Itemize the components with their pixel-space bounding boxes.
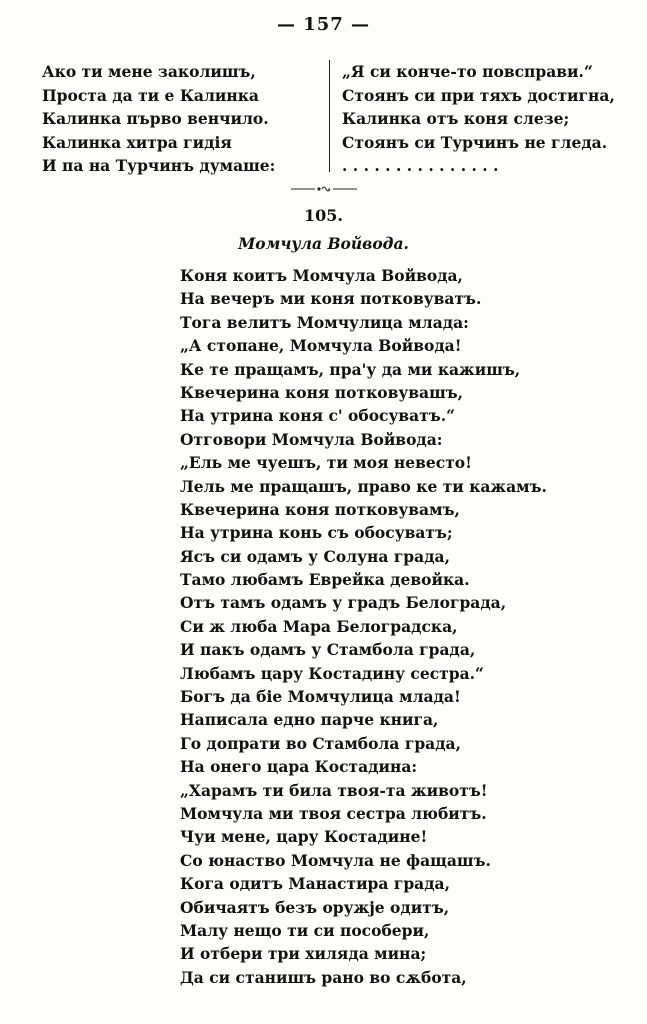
verse-line: На онего цара Костадина: (180, 757, 418, 777)
verse-line: Кога одитъ Манастира града, (180, 874, 450, 894)
verse-line: Написала едно парче книга, (180, 710, 439, 730)
verse-line: И па на Турчинъ думаше: (42, 156, 276, 175)
verse-line: Стоянъ си при тяхъ достигна, (342, 85, 615, 105)
verse-line: Да си станишъ рано во сѫбота, (180, 967, 467, 987)
previous-poem-ending (42, 60, 615, 175)
verse-line: Ако ти мене заколишъ, (42, 62, 256, 81)
verse-line: Момчула ми твоя сестра любитъ. (180, 803, 487, 823)
verse-line: Любамъ цару Костадину сестра.“ (180, 663, 484, 683)
verse-line: Ясъ си одамъ у Солуна града, (180, 546, 450, 566)
verse-line: Чуи мене, цару Костадине! (180, 827, 428, 847)
verse-line: Проста да ти е Калинка (42, 85, 259, 105)
verse-line: Обичаятъ безъ оружје одитъ, (180, 897, 450, 917)
verse-line: Тога велитъ Момчулица млада: (180, 312, 469, 332)
verse-line: . . . . . . . . . . . . . . . (342, 156, 499, 175)
verse-line: Квечерина коня потковувамъ, (180, 499, 460, 519)
verse-line: Квечерина коня потковувашъ, (180, 382, 464, 402)
verse-line: Богъ да біе Момчулица млада! (180, 687, 461, 707)
verse-line: Отговори Момчула Войвода: (180, 429, 443, 449)
verse-line: На утрина конь съ обосуватъ; (180, 523, 453, 543)
left-column (42, 60, 322, 178)
verse-line: Калинка отъ коня слезе; (342, 109, 570, 128)
verse-line: Со юнаство Момчула не фащашъ. (180, 850, 491, 870)
verse-line: Го допрати во Стамбола града, (180, 733, 461, 753)
verse-line: „А стопане, Момчула Войвода! (180, 336, 462, 356)
column-divider (329, 60, 330, 172)
verse-line: Стоянъ си Турчинъ не гледа. (342, 132, 608, 152)
verse-line: „Я си конче-то повсправи.“ (342, 62, 593, 81)
verse-line: Си ж люба Мара Белоградска, (180, 616, 458, 636)
verse-line: И пакъ одамъ у Стамбола града, (180, 640, 476, 660)
verse-line: Калинка първо венчило. (42, 109, 269, 128)
verse-line: На утрина коня с' обосуватъ.“ (180, 406, 456, 426)
poem-body (180, 264, 620, 989)
poem-number: 105. (304, 206, 343, 225)
verse-line: И отбери три хиляда мина; (180, 944, 427, 964)
verse-line: Лель ме пращашъ, право ке ти кажамъ. (180, 476, 547, 496)
section-ornament (0, 184, 647, 197)
verse-line: Малу нещо ти си пособери, (180, 920, 430, 940)
ornament-divider-icon (289, 184, 359, 194)
verse-line: „Харамъ ти била твоя-та животъ! (180, 780, 488, 800)
verse-line: Калинка хитра гидія (42, 132, 232, 152)
verse-line: Ке те пращамъ, пра'у да ми кажишъ, (180, 359, 521, 379)
verse-line: Отъ тамъ одамъ у градъ Белограда, (180, 593, 507, 613)
verse-line: „Ель ме чуешъ, ти моя невесто! (180, 453, 472, 473)
verse-line: Коня коитъ Момчула Войвода, (180, 266, 463, 285)
right-column (342, 60, 615, 178)
page-number: — 157 — (276, 14, 371, 35)
verse-line: Тамо любамъ Еврейка девойка. (180, 570, 470, 590)
verse-line: На вечеръ ми коня потковуватъ. (180, 289, 482, 309)
poem-title: Момчула Войвода. (238, 234, 409, 253)
